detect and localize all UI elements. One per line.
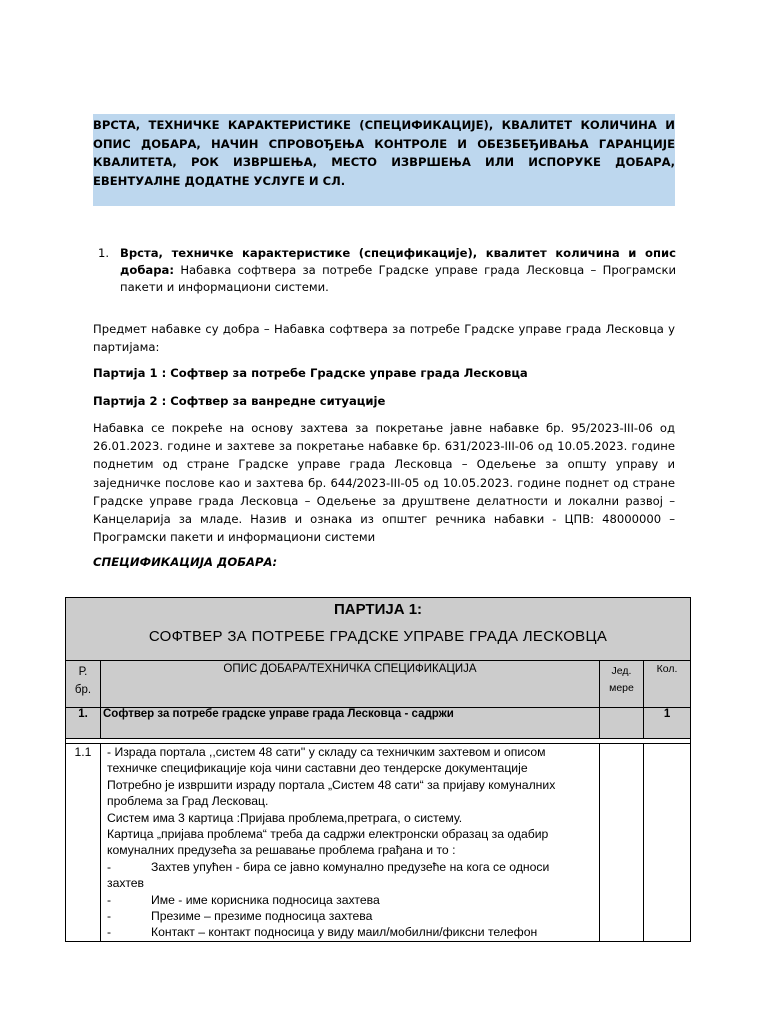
table-header-row [66, 661, 691, 708]
header-unit-line: Јед. [611, 665, 632, 677]
row-line: Картица „пријава проблема“ треба да садржи електронски образац за одабир [107, 827, 549, 842]
header-rb [66, 661, 101, 708]
row-qty [644, 744, 691, 942]
row-line: техничке спецификације која чини саставни део тендерске документације [107, 761, 528, 776]
dash-marker: - [107, 892, 112, 907]
row-line: захтев [107, 876, 145, 891]
row-number: 1.1 [66, 744, 101, 942]
table-title: ПАРТИЈА 1: [334, 601, 423, 618]
spec-heading: СПЕЦИФИКАЦИЈА ДОБАРА: [93, 555, 278, 569]
table-section-row [66, 708, 691, 739]
section-unit [600, 708, 644, 739]
heading-line: ВРСТА, ТЕХНИЧКЕ КАРАКТЕРИСТИКЕ (СПЕЦИФИКАЦИЈЕ), КВАЛИТЕТ КОЛИЧИНА И [93, 118, 675, 132]
item-text: Набавка софтвера за потребе Градске управе града Лесковца – Програмски пакети и информациони системи. [120, 263, 676, 294]
item-lead: Врста, техничке карактеристике (спецификације), квалитет количина и опис добара: [120, 246, 676, 277]
heading-line: КВАЛИТЕТА, РОК ИЗВРШЕЊА, МЕСТО ИЗВРШЕЊА ИЛИ ИСПОРУКЕ ДОБАРА, [93, 155, 675, 169]
dash-item [107, 859, 597, 875]
header-rb-line: Р. [78, 666, 88, 678]
basis-paragraph: Набавка се покреће на основу захтева за покретање јавне набавке бр. 95/2023-III-06 од 26.01.2023. године и захтеве за покретање набавке бр. 631/2023-III-06 од 10.05.2023. године поднетим од стране Градске управе града Лесковца – Одељење за општу управу и заједничке послове као и захтева бр. 644/2023-III-05 од 10.05.2023. године поднет од стране Градске управе града Лесковца – Одељење за друштвене делатности и локални развој – Канцеларија за младе. Назив и ознака из општег речника набавки - ЦПВ: 48000000 – Програмски пакети и информациони системи [93, 421, 675, 545]
table-title-cell [66, 598, 691, 661]
dash-marker: - [107, 925, 112, 940]
partija-1-line: Партија 1 : Софтвер за потребе Градске управе града Лесковца [93, 366, 528, 380]
row-line: проблема за Град Лесковац. [107, 794, 269, 809]
dash-marker: - [107, 859, 112, 874]
table-row [66, 744, 691, 942]
header-rb-line: бр. [74, 684, 92, 696]
section-heading-box [93, 114, 675, 206]
subject-paragraph: Предмет набавке су добра – Набавка софтвера за потребе Градске управе града Лесковца у партијама: [93, 322, 675, 354]
numbered-item-1 [98, 245, 676, 296]
dash-item-text: Презиме – презиме подносица захтева [151, 909, 373, 924]
table-subtitle: СОФТВЕР ЗА ПОТРЕБЕ ГРАДСКЕ УПРАВЕ ГРАДА ЛЕСКОВЦА [148, 628, 608, 645]
section-label: Софтвер за потребе градске управе града Лесковца - садржи [101, 708, 600, 739]
specification-table [65, 597, 691, 942]
dash-marker: - [107, 909, 112, 924]
dash-item-text: Захтев упућен - бира се јавно комунално предузеће на кога се односи [151, 859, 550, 874]
header-unit-line: мере [609, 682, 634, 694]
heading-line: ОПИС ДОБАРА, НАЧИН СПРОВОЂЕЊА КОНТРОЛЕ И ОБЕЗБЕЂИВАЊА ГАРАНЦИЈЕ [93, 136, 675, 151]
header-qty: Кол. [644, 661, 691, 708]
section-number: 1. [66, 708, 101, 739]
row-description [101, 744, 600, 942]
row-line: - Израда портала ,,систем 48 сати'' у складу са техничким захтевом и описом [107, 745, 546, 759]
section-heading [93, 114, 675, 190]
dash-item [107, 892, 597, 908]
row-line: Систем има 3 картица :Пријава проблема,претрага, о систему. [107, 810, 463, 825]
row-line: Потребно је извршити израду портала „Систем 48 сати“ за пријаву комуналних [107, 777, 556, 792]
section-qty: 1 [644, 708, 691, 739]
header-description: ОПИС ДОБАРА/ТЕХНИЧКА СПЕЦИФИКАЦИЈА [101, 661, 600, 708]
dash-item-text: Име - име корисника подносица захтева [151, 892, 380, 907]
dash-item [107, 908, 597, 924]
dash-item [107, 924, 597, 940]
heading-line: ЕВЕНТУАЛНЕ ДОДАТНЕ УСЛУГЕ И СЛ. [93, 173, 346, 188]
partija-2-line: Партија 2 : Софтвер за ванредне ситуације [93, 394, 386, 408]
header-unit [600, 661, 644, 708]
row-line: комуналних предузећа за решавање проблема грађана и то : [107, 843, 456, 858]
item-number: 1. [98, 246, 110, 260]
row-unit [600, 744, 644, 942]
dash-item-text: Контакт – контакт подносица у виду маил/мобилни/фиксни телефон [151, 925, 538, 940]
